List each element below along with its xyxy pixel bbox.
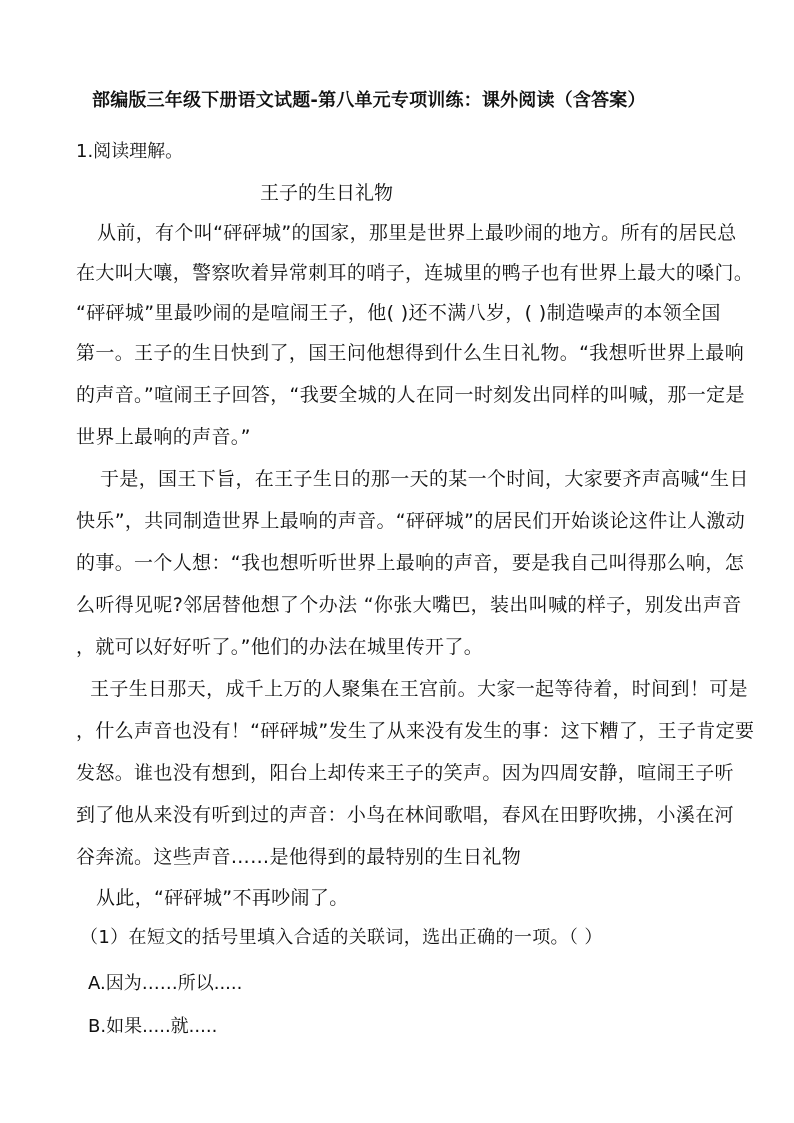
paragraph-line: ，什么声音也没有！“砰砰城”发生了从来没有发生的事：这下糟了，王子肯定要 xyxy=(76,720,755,742)
paragraph-line: 快乐”，共同制造世界上最响的声音。“砰砰城”的居民们开始谈论这件让人激动 xyxy=(76,510,746,532)
document-title: 部编版三年级下册语文试题-第八单元专项训练：课外阅读（含答案） xyxy=(92,90,646,111)
paragraph-line: 到了他从来没有听到过的声音：小鸟在林间歌唱，春风在田野吹拂，小溪在河 xyxy=(76,804,734,826)
paragraph-line: ，就可以好好听了。”他们的办法在城里传开了。 xyxy=(76,636,484,658)
paragraph-line: 的事。一个人想：“我也想听听世界上最响的声音，要是我自己叫得那么响，怎 xyxy=(76,552,745,574)
paragraph-line: 么听得见呢?邻居替他想了个办法 “你张大嘴巴，装出叫喊的样子，别发出声音 xyxy=(76,594,742,616)
paragraph-line: 在大叫大嚷，警察吹着异常刺耳的哨子，连城里的鸭子也有世界上最大的嗓门。 xyxy=(76,262,754,284)
paragraph-line: 世界上最响的声音。” xyxy=(76,426,251,448)
paragraph-line: 从此，“砰砰城”不再吵闹了。 xyxy=(96,887,349,909)
paragraph-line: 发怒。谁也没有想到，阳台上却传来王子的笑声。因为四周安静，喧闹王子听 xyxy=(76,762,734,784)
paragraph-line: “砰砰城”里最吵闹的是喧闹王子，他( )还不满八岁，( )制造噪声的本领全国 xyxy=(76,302,721,324)
story-title: 王子的生日礼物 xyxy=(260,182,394,204)
option-b: B.如果.....就..... xyxy=(88,1016,218,1037)
paragraph-line: 于是，国王下旨，在王子生日的那一天的某一个时间，大家要齐声高喊“生日 xyxy=(100,468,749,490)
question-number: 1.阅读理解。 xyxy=(76,141,184,162)
paragraph-line: 谷奔流。这些声音……是他得到的最特别的生日礼物 xyxy=(76,846,522,868)
paragraph-line: 从前，有个叫“砰砰城”的国家，那里是世界上最吵闹的地方。所有的居民总 xyxy=(97,222,737,244)
paragraph-line: 的声音。”喧闹王子回答，“我要全城的人在同一时刻发出同样的叫喊，那一定是 xyxy=(76,384,745,406)
paragraph-line: 王子生日那天，成千上万的人聚集在王宫前。大家一起等待着，时间到！可是 xyxy=(90,678,748,700)
option-a: A.因为……所以..... xyxy=(88,973,243,994)
question-prompt: （1）在短文的括号里填入合适的关联词，选出正确的一项。（ ） xyxy=(80,927,603,948)
paragraph-line: 第一。王子的生日快到了，国王问他想得到什么生日礼物。“我想听世界上最响 xyxy=(76,342,745,364)
